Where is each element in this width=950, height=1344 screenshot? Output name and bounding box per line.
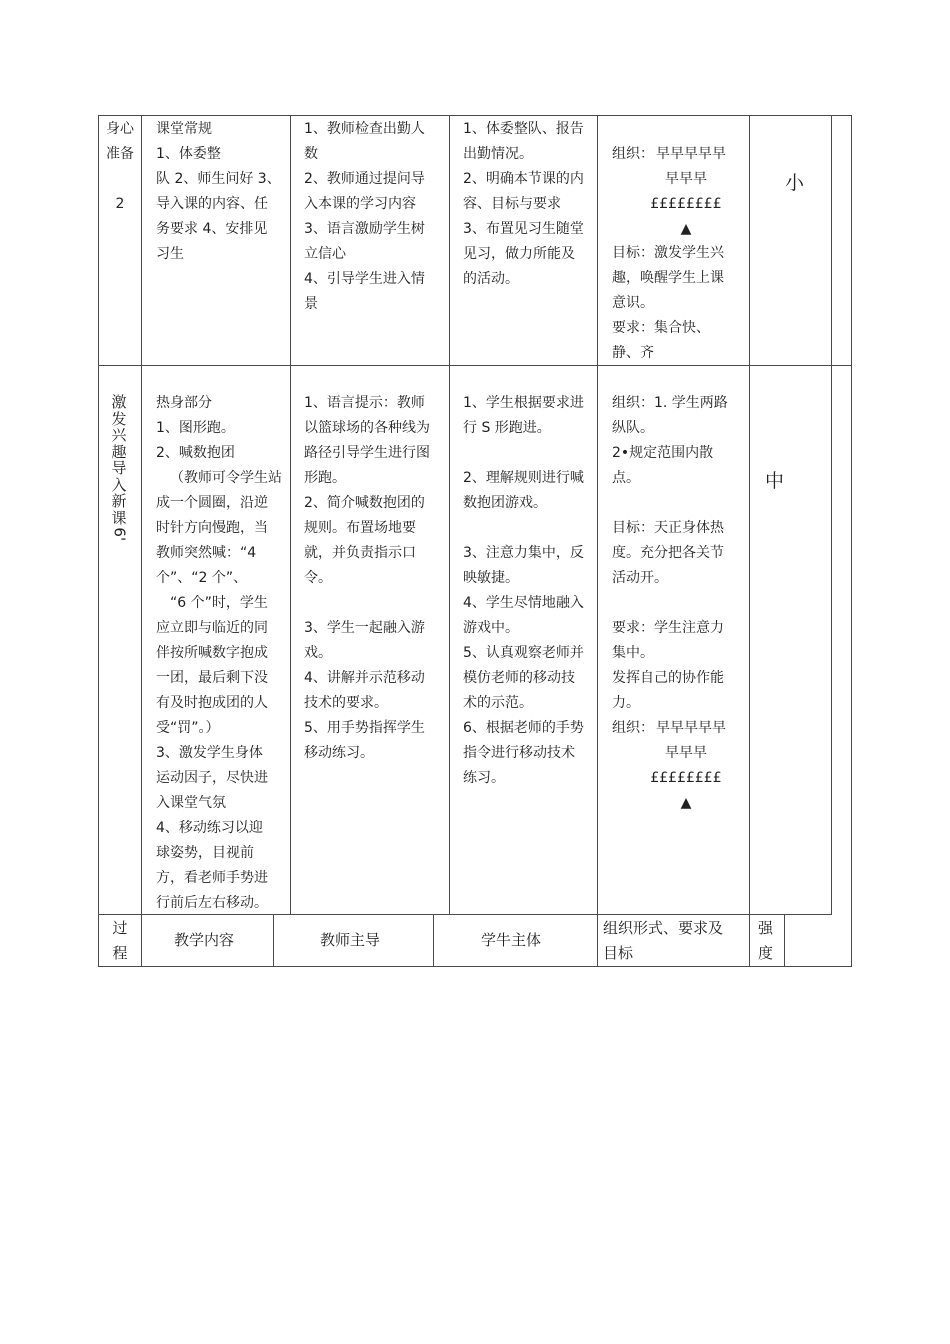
- row2-student: 1、学生根据要求进 行 S 形跑进。 2、理解规则进行喊 数抱团游戏。 3、注意力集中，反 映敏捷。 4、学生尽情地融入 游戏中。 5、认真观察老师并 模仿老师的移动技 术的示范。 6、根据老师的手势 指令进行移动技术 练习。: [463, 395, 584, 786]
- footer-intensity: 强 度: [758, 919, 774, 962]
- row1-process: 身心 准备 2: [106, 121, 134, 212]
- row2-formation-rows: 早早早 ££££££££ ▲: [648, 741, 724, 816]
- row2-formation: 早早早早早: [656, 720, 726, 736]
- row2-process: 激 发 兴 趣 导 入 新 课 6': [110, 393, 129, 542]
- row1-student: 1、体委整队、报告 出勤情况。 2、明确本节课的内 容、目标与要求 3、布置见习生随堂 见习，做力所能及 的活动。: [463, 121, 584, 287]
- row1-org-label: 组织：: [612, 146, 654, 162]
- row1-teacher: 1、教师检查出勤人 数 2、教师通过提问导 入本课的学习内容 3、语言激励学生树 立信心 4、引导学生进入情 景: [304, 121, 425, 312]
- footer-teacher: 教师主导: [320, 931, 381, 949]
- row1-formation: 早早早早早: [656, 146, 726, 162]
- row2-intensity: 中: [765, 470, 785, 492]
- row1-formation-rows: 早早早 ££££££££ ▲: [648, 167, 724, 242]
- row2-org-lines: 组织：1. 学生两路 纵队。 2•规定范围内散 点。 目标：天正身体热 度。充分把各关节 活动开。 要求：学生注意力 集中。 发挥自己的协作能 力。: [612, 395, 728, 711]
- row1-intensity: 小: [785, 172, 805, 194]
- row1-org-lines: 目标：激发学生兴 趣，唤醒学生上课 意识。 要求：集合快、 静、齐: [612, 245, 724, 361]
- teacher-triangle-icon: ▲: [680, 221, 692, 237]
- teacher-triangle-icon: ▲: [680, 795, 692, 811]
- row2-teacher: 1、语言提示：教师 以篮球场的各种线为 路径引导学生进行图 形跑。 2、简介喊数抱团的 规则。布置场地要 就，并负责指示口 令。 3、学生一起融入游 戏。 4、讲解并示范移动 技术的要求。 5、用手势指挥学生 移动练习。: [304, 395, 430, 761]
- row2-content: 热身部分 1、图形跑。 2、喊数抱团 （教师可令学生站 成一个圆圈，沿逆 时针方向慢跑，当 教师突然喊：“4 个”、“2 个”、 “6 个”时，学生 应立即与临近的同 伴按所喊数字抱成 一团，最后剩下没 有及时抱成团的人 受“罚”。） 3、激发学生身体 运动因子，尽快进 入课堂气氛 4、移动练习以迎 球姿势，目视前 方，看老师手势进 行前后左右移动。: [156, 395, 282, 911]
- footer-content: 教学内容: [174, 931, 235, 949]
- footer-student: 学牛主体: [481, 931, 542, 949]
- footer-process: 过 程: [112, 919, 128, 962]
- footer-org: 组织形式、要求及 目标: [603, 919, 724, 962]
- row2-org-label: 组织：: [612, 720, 654, 736]
- row1-content: 课堂常规 1、体委整 队 2、师生问好 3、 导入课的内容、任 务要求 4、安排见 习生: [156, 121, 281, 262]
